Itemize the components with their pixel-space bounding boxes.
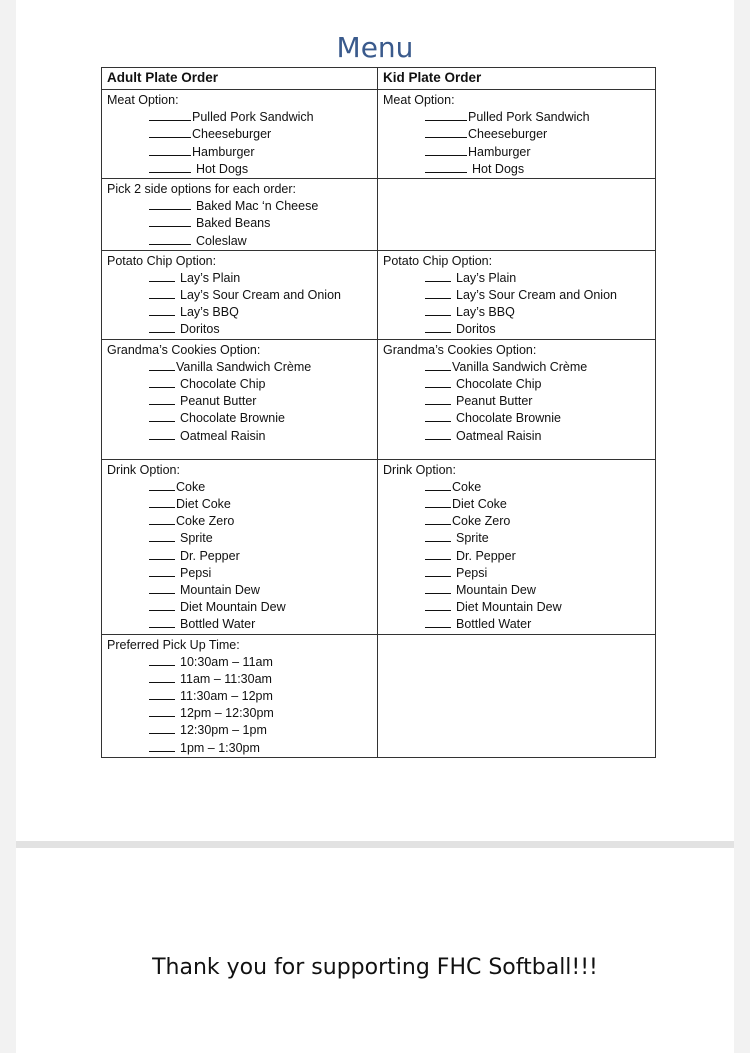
option-line: Coke Zero	[107, 513, 372, 530]
blank-line[interactable]	[425, 126, 467, 138]
option-line: Cheeseburger	[107, 126, 372, 143]
blank-line[interactable]	[425, 304, 451, 316]
page-separator	[16, 841, 734, 848]
blank-line[interactable]	[425, 513, 451, 525]
blank-line[interactable]	[149, 304, 175, 316]
option-line: Baked Beans	[107, 215, 372, 232]
option-line: Pulled Pork Sandwich	[107, 109, 372, 126]
blank-line[interactable]	[149, 740, 175, 752]
option-line: Lay’s Sour Cream and Onion	[107, 287, 372, 304]
option-line: Lay’s BBQ	[383, 304, 650, 321]
option-line: Sprite	[107, 530, 372, 547]
option-line: Peanut Butter	[383, 393, 650, 410]
cookies-label: Grandma’s Cookies Option:	[383, 342, 537, 357]
kid-chips-cell	[378, 250, 656, 339]
adult-meat-cell	[102, 90, 378, 179]
blank-line[interactable]	[149, 530, 175, 542]
blank-line[interactable]	[149, 198, 191, 210]
blank-line[interactable]	[149, 616, 175, 628]
blank-line[interactable]	[149, 705, 175, 717]
blank-line[interactable]	[425, 270, 451, 282]
chips-label: Potato Chip Option:	[107, 253, 217, 268]
blank-line[interactable]	[149, 548, 175, 560]
option-line: Lay’s BBQ	[107, 304, 372, 321]
option-line: Hamburger	[383, 144, 650, 161]
blank-line[interactable]	[425, 321, 451, 333]
option-line: Dr. Pepper	[383, 548, 650, 565]
blank-line[interactable]	[149, 126, 191, 138]
blank-line[interactable]	[149, 287, 175, 299]
blank-line[interactable]	[425, 565, 451, 577]
blank-line[interactable]	[149, 144, 191, 156]
blank-line[interactable]	[425, 479, 451, 491]
option-line: Pepsi	[383, 565, 650, 582]
blank-line[interactable]	[149, 321, 175, 333]
chips-row	[102, 250, 656, 339]
cookies-row	[102, 339, 656, 459]
blank-line[interactable]	[149, 161, 191, 173]
blank-line[interactable]	[149, 233, 191, 245]
blank-line[interactable]	[425, 548, 451, 560]
option-line: Dr. Pepper	[107, 548, 372, 565]
blank-line[interactable]	[149, 671, 175, 683]
sides-label: Pick 2 side options for each order:	[107, 181, 296, 196]
adult-header: Adult Plate Order	[102, 68, 378, 90]
kid-pickup-cell	[378, 634, 656, 757]
adult-cookies-cell	[102, 339, 378, 459]
option-line: 12pm – 12:30pm	[107, 705, 372, 722]
blank-line[interactable]	[425, 428, 451, 440]
option-line: Mountain Dew	[383, 582, 650, 599]
blank-line[interactable]	[425, 287, 451, 299]
blank-line[interactable]	[149, 599, 175, 611]
blank-line[interactable]	[425, 393, 451, 405]
blank-line[interactable]	[149, 428, 175, 440]
blank-line[interactable]	[149, 654, 175, 666]
option-line: Pepsi	[107, 565, 372, 582]
option-line: Bottled Water	[383, 616, 650, 633]
blank-line[interactable]	[149, 479, 175, 491]
blank-line[interactable]	[149, 722, 175, 734]
drinks-label: Drink Option:	[383, 462, 456, 477]
option-line: Vanilla Sandwich Crème	[107, 359, 372, 376]
option-line: Peanut Butter	[107, 393, 372, 410]
kid-meat-cell	[378, 90, 656, 179]
adult-chips-cell	[102, 250, 378, 339]
header-row	[102, 68, 656, 90]
blank-line[interactable]	[149, 270, 175, 282]
option-line: Lay’s Plain	[107, 270, 372, 287]
option-line: Chocolate Chip	[107, 376, 372, 393]
option-line: Pulled Pork Sandwich	[383, 109, 650, 126]
blank-line[interactable]	[425, 109, 467, 121]
option-line: Hot Dogs	[107, 161, 372, 178]
option-line: 10:30am – 11am	[107, 654, 372, 671]
option-line: Hamburger	[107, 144, 372, 161]
meat-row	[102, 90, 656, 179]
option-line: 11:30am – 12pm	[107, 688, 372, 705]
drinks-row	[102, 459, 656, 634]
drinks-label: Drink Option:	[107, 462, 180, 477]
blank-line[interactable]	[149, 513, 175, 525]
blank-line[interactable]	[425, 496, 451, 508]
blank-line[interactable]	[149, 496, 175, 508]
option-line: 11am – 11:30am	[107, 671, 372, 688]
adult-sides-cell	[102, 178, 378, 250]
blank-line[interactable]	[425, 599, 451, 611]
option-line: Bottled Water	[107, 616, 372, 633]
option-line: 12:30pm – 1pm	[107, 722, 372, 739]
kid-drinks-cell	[378, 459, 656, 634]
option-line: Sprite	[383, 530, 650, 547]
option-line: Doritos	[383, 321, 650, 338]
option-line: Coke	[107, 479, 372, 496]
option-line: Hot Dogs	[383, 161, 650, 178]
option-line: Chocolate Brownie	[383, 410, 650, 427]
option-line: Doritos	[107, 321, 372, 338]
option-line: Vanilla Sandwich Crème	[383, 359, 650, 376]
blank-line[interactable]	[149, 565, 175, 577]
option-line: Oatmeal Raisin	[107, 428, 372, 445]
option-line: Diet Coke	[107, 496, 372, 513]
thank-you-message: Thank you for supporting FHC Softball!!!	[152, 955, 598, 980]
order-table	[101, 67, 656, 758]
option-line: Coleslaw	[107, 233, 372, 250]
chips-label: Potato Chip Option:	[383, 253, 493, 268]
blank-line[interactable]	[149, 688, 175, 700]
page-two	[16, 848, 734, 1053]
pickup-label: Preferred Pick Up Time:	[107, 637, 240, 652]
option-line: Lay’s Sour Cream and Onion	[383, 287, 650, 304]
blank-line[interactable]	[425, 359, 451, 371]
blank-line[interactable]	[425, 161, 467, 173]
option-line: Diet Mountain Dew	[383, 599, 650, 616]
menu-title: Menu	[336, 31, 414, 64]
blank-line[interactable]	[149, 215, 191, 227]
blank-line[interactable]	[425, 530, 451, 542]
cookies-label: Grandma’s Cookies Option:	[107, 342, 261, 357]
blank-line[interactable]	[425, 582, 451, 594]
blank-line[interactable]	[149, 109, 191, 121]
option-line: Lay’s Plain	[383, 270, 650, 287]
option-line: Chocolate Chip	[383, 376, 650, 393]
kid-sides-cell	[378, 178, 656, 250]
blank-line[interactable]	[425, 616, 451, 628]
meat-label: Meat Option:	[107, 93, 179, 107]
option-line: Mountain Dew	[107, 582, 372, 599]
kid-cookies-cell	[378, 339, 656, 459]
adult-drinks-cell	[102, 459, 378, 634]
option-line: Baked Mac ‘n Cheese	[107, 198, 372, 215]
blank-line[interactable]	[149, 393, 175, 405]
sides-row	[102, 178, 656, 250]
blank-line[interactable]	[149, 376, 175, 388]
blank-line[interactable]	[149, 359, 175, 371]
blank-line[interactable]	[149, 582, 175, 594]
kid-header: Kid Plate Order	[378, 68, 656, 90]
option-line: Cheeseburger	[383, 126, 650, 143]
option-line: Diet Coke	[383, 496, 650, 513]
blank-line[interactable]	[425, 410, 451, 422]
option-line: Coke Zero	[383, 513, 650, 530]
blank-line[interactable]	[149, 410, 175, 422]
option-line: Diet Mountain Dew	[107, 599, 372, 616]
blank-line[interactable]	[425, 144, 467, 156]
option-line: Oatmeal Raisin	[383, 428, 650, 445]
option-line: Coke	[383, 479, 650, 496]
blank-line[interactable]	[425, 376, 451, 388]
meat-label: Meat Option:	[383, 93, 455, 107]
adult-pickup-cell	[102, 634, 378, 757]
option-line: Chocolate Brownie	[107, 410, 372, 427]
pickup-row	[102, 634, 656, 757]
option-line: 1pm – 1:30pm	[107, 740, 372, 757]
